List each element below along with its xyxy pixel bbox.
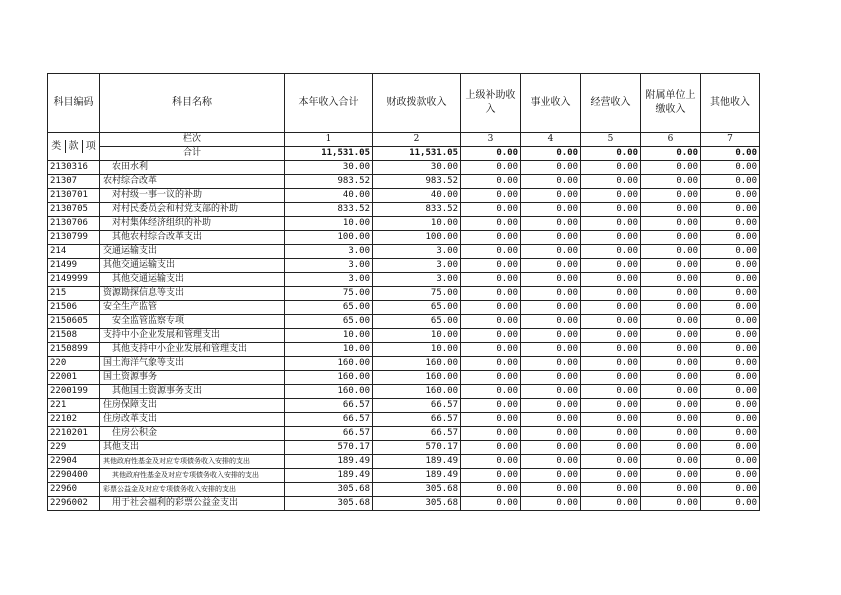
row-value: 0.00 [701,273,760,287]
row-value: 0.00 [461,259,521,273]
xiang-label: 项 [82,140,99,153]
row-value: 0.00 [641,259,701,273]
row-value: 0.00 [461,175,521,189]
row-code: 220 [48,357,100,371]
row-value: 0.00 [581,287,641,301]
row-value: 189.49 [285,455,373,469]
row-value: 0.00 [581,245,641,259]
header-row [48,74,760,133]
row-value: 0.00 [701,259,760,273]
row-value: 0.00 [641,175,701,189]
row-name: 对村集体经济组织的补助 [100,217,285,231]
row-name: 国土资源事务 [100,371,285,385]
row-value: 0.00 [701,203,760,217]
row-value: 0.00 [701,427,760,441]
row-code: 2210201 [48,427,100,441]
row-value: 0.00 [521,231,581,245]
row-value: 0.00 [581,441,641,455]
header-name: 科目名称 [100,74,285,133]
row-value: 0.00 [701,189,760,203]
row-name: 其他政府性基金及对应专项债务收入安排的支出 [100,455,285,469]
row-value: 0.00 [701,385,760,399]
row-value: 0.00 [581,427,641,441]
row-value: 66.57 [285,399,373,413]
table-row [48,455,760,469]
row-value: 0.00 [461,161,521,175]
table-row [48,385,760,399]
table-row [48,189,760,203]
table-row [48,259,760,273]
row-value: 0.00 [521,469,581,483]
row-value: 0.00 [521,483,581,497]
row-value: 0.00 [641,287,701,301]
row-value: 0.00 [521,259,581,273]
row-code: 21506 [48,301,100,315]
row-value: 0.00 [521,441,581,455]
row-name: 住房公积金 [100,427,285,441]
header-code: 科目编码 [48,74,100,133]
row-value: 0.00 [581,217,641,231]
row-value: 0.00 [701,245,760,259]
table-row [48,483,760,497]
row-value: 0.00 [641,497,701,511]
row-name: 其他国土资源事务支出 [100,385,285,399]
row-value: 0.00 [641,441,701,455]
row-value: 160.00 [285,371,373,385]
row-value: 0.00 [521,273,581,287]
table-row [48,287,760,301]
row-value: 75.00 [373,287,461,301]
row-value: 0.00 [581,231,641,245]
row-value: 0.00 [701,413,760,427]
row-code: 2200199 [48,385,100,399]
row-value: 0.00 [701,231,760,245]
row-code: 2290400 [48,469,100,483]
row-value: 0.00 [581,385,641,399]
row-value: 570.17 [285,441,373,455]
row-code: 2296002 [48,497,100,511]
row-value: 0.00 [701,329,760,343]
row-value: 0.00 [461,189,521,203]
table-row [48,469,760,483]
row-name: 用于社会福利的彩票公益金支出 [100,497,285,511]
table-row [48,399,760,413]
row-value: 0.00 [461,287,521,301]
row-value: 160.00 [373,357,461,371]
index-num: 5 [581,133,641,147]
row-value: 305.68 [285,483,373,497]
row-value: 0.00 [521,301,581,315]
row-value: 0.00 [701,455,760,469]
row-value: 0.00 [701,217,760,231]
row-code: 2149999 [48,273,100,287]
row-value: 10.00 [373,217,461,231]
row-code: 2130316 [48,161,100,175]
row-value: 0.00 [641,469,701,483]
header-c5: 经营收入 [581,74,641,133]
table-row [48,315,760,329]
row-value: 0.00 [701,175,760,189]
row-name: 支持中小企业发展和管理支出 [100,329,285,343]
row-value: 0.00 [641,413,701,427]
total-value: 0.00 [641,147,701,161]
row-value: 0.00 [701,287,760,301]
row-value: 0.00 [701,371,760,385]
row-value: 0.00 [461,413,521,427]
row-value: 0.00 [581,343,641,357]
row-name: 其他交通运输支出 [100,273,285,287]
row-value: 833.52 [285,203,373,217]
row-name: 其他支出 [100,441,285,455]
row-value: 570.17 [373,441,461,455]
row-code: 2150899 [48,343,100,357]
row-code: 2130706 [48,217,100,231]
row-name: 农田水利 [100,161,285,175]
row-value: 160.00 [373,385,461,399]
total-value: 0.00 [521,147,581,161]
total-value: 11,531.05 [285,147,373,161]
table-row [48,245,760,259]
row-value: 0.00 [581,371,641,385]
row-value: 0.00 [581,315,641,329]
row-value: 0.00 [641,343,701,357]
row-value: 0.00 [581,469,641,483]
table-row [48,413,760,427]
row-value: 0.00 [641,217,701,231]
table-row [48,343,760,357]
row-code: 2130799 [48,231,100,245]
index-num: 4 [521,133,581,147]
row-value: 0.00 [521,175,581,189]
row-value: 0.00 [641,385,701,399]
header-c4: 事业收入 [521,74,581,133]
row-name: 安全监管监察专项 [100,315,285,329]
row-value: 0.00 [461,497,521,511]
table-row [48,161,760,175]
row-value: 0.00 [521,497,581,511]
row-value: 0.00 [581,455,641,469]
row-value: 3.00 [373,259,461,273]
row-value: 65.00 [373,315,461,329]
row-value: 0.00 [641,301,701,315]
total-value: 0.00 [581,147,641,161]
row-code: 22001 [48,371,100,385]
row-value: 0.00 [461,217,521,231]
row-name: 彩票公益金及对应专项债务收入安排的支出 [100,483,285,497]
row-value: 0.00 [701,357,760,371]
row-value: 0.00 [461,469,521,483]
row-name: 住房改革支出 [100,413,285,427]
row-value: 66.57 [373,399,461,413]
row-value: 0.00 [461,385,521,399]
income-table [47,73,760,511]
row-value: 0.00 [521,329,581,343]
row-code: 22960 [48,483,100,497]
table-row [48,273,760,287]
header-c1: 本年收入合计 [285,74,373,133]
row-value: 0.00 [701,399,760,413]
row-code: 22102 [48,413,100,427]
row-value: 305.68 [373,483,461,497]
row-value: 30.00 [373,161,461,175]
row-code: 2130705 [48,203,100,217]
row-value: 10.00 [285,343,373,357]
row-value: 0.00 [521,399,581,413]
row-value: 0.00 [461,371,521,385]
row-code: 229 [48,441,100,455]
index-row [48,133,760,147]
row-value: 983.52 [285,175,373,189]
row-name: 对村级一事一议的补助 [100,189,285,203]
row-value: 0.00 [581,357,641,371]
row-name: 国土海洋气象等支出 [100,357,285,371]
row-value: 40.00 [285,189,373,203]
row-code: 21499 [48,259,100,273]
table-row [48,217,760,231]
row-code: 21508 [48,329,100,343]
row-value: 0.00 [581,161,641,175]
row-value: 0.00 [521,189,581,203]
row-name: 对村民委员会和村党支部的补助 [100,203,285,217]
row-value: 0.00 [641,231,701,245]
row-value: 0.00 [701,483,760,497]
row-value: 0.00 [641,273,701,287]
row-value: 65.00 [373,301,461,315]
row-value: 0.00 [581,203,641,217]
row-value: 0.00 [581,301,641,315]
row-value: 160.00 [285,385,373,399]
row-value: 66.57 [373,413,461,427]
row-name: 其他交通运输支出 [100,259,285,273]
level-labels [48,133,100,161]
row-value: 75.00 [285,287,373,301]
index-num: 6 [641,133,701,147]
row-value: 983.52 [373,175,461,189]
row-value: 0.00 [521,315,581,329]
row-value: 0.00 [461,441,521,455]
row-value: 0.00 [521,287,581,301]
row-value: 0.00 [521,217,581,231]
row-value: 0.00 [521,161,581,175]
row-value: 0.00 [461,399,521,413]
row-value: 3.00 [285,259,373,273]
lei-label: 类 [51,141,62,152]
table-row [48,203,760,217]
row-value: 65.00 [285,301,373,315]
index-num: 2 [373,133,461,147]
row-value: 3.00 [285,245,373,259]
row-value: 0.00 [641,357,701,371]
row-name: 其他农村综合改革支出 [100,231,285,245]
row-value: 0.00 [461,343,521,357]
row-value: 0.00 [581,259,641,273]
row-value: 3.00 [373,273,461,287]
header-c6: 附属单位上缴收入 [641,74,701,133]
row-value: 100.00 [285,231,373,245]
table-row [48,301,760,315]
row-value: 189.49 [373,469,461,483]
row-value: 0.00 [581,483,641,497]
row-value: 65.00 [285,315,373,329]
row-value: 10.00 [285,217,373,231]
row-value: 0.00 [461,231,521,245]
row-value: 0.00 [641,329,701,343]
index-num: 7 [701,133,760,147]
row-name: 住房保障支出 [100,399,285,413]
row-value: 0.00 [521,427,581,441]
row-value: 100.00 [373,231,461,245]
row-code: 22904 [48,455,100,469]
row-value: 66.57 [285,413,373,427]
row-value: 0.00 [461,427,521,441]
table-row [48,371,760,385]
row-name: 资源勘探信息等支出 [100,287,285,301]
row-value: 0.00 [461,455,521,469]
row-value: 0.00 [521,455,581,469]
total-value: 11,531.05 [373,147,461,161]
table-row [48,357,760,371]
index-label: 栏次 [100,133,285,147]
row-value: 0.00 [461,329,521,343]
row-value: 0.00 [641,203,701,217]
row-value: 10.00 [373,329,461,343]
row-name: 其他支持中小企业发展和管理支出 [100,343,285,357]
row-value: 0.00 [701,301,760,315]
row-value: 0.00 [461,357,521,371]
row-value: 0.00 [521,371,581,385]
row-value: 305.68 [285,497,373,511]
row-value: 0.00 [641,455,701,469]
row-value: 0.00 [581,189,641,203]
row-value: 305.68 [373,497,461,511]
row-value: 0.00 [581,399,641,413]
row-value: 0.00 [701,343,760,357]
row-value: 0.00 [641,245,701,259]
row-value: 30.00 [285,161,373,175]
row-value: 0.00 [641,161,701,175]
row-value: 160.00 [285,357,373,371]
row-name: 安全生产监管 [100,301,285,315]
table-row [48,175,760,189]
total-value: 0.00 [461,147,521,161]
row-value: 833.52 [373,203,461,217]
row-value: 0.00 [701,441,760,455]
row-value: 0.00 [701,469,760,483]
table-row [48,329,760,343]
row-code: 21307 [48,175,100,189]
table-row [48,497,760,511]
row-value: 0.00 [521,245,581,259]
row-value: 0.00 [641,399,701,413]
header-c3: 上级补助收入 [461,74,521,133]
row-value: 40.00 [373,189,461,203]
row-value: 0.00 [641,427,701,441]
row-value: 0.00 [641,189,701,203]
row-code: 214 [48,245,100,259]
row-name: 农村综合改革 [100,175,285,189]
row-value: 0.00 [521,203,581,217]
row-value: 66.57 [285,427,373,441]
row-value: 0.00 [461,301,521,315]
row-value: 0.00 [461,203,521,217]
row-value: 0.00 [521,343,581,357]
table-row [48,231,760,245]
total-row [48,147,760,161]
row-value: 10.00 [373,343,461,357]
row-value: 0.00 [581,329,641,343]
row-value: 0.00 [461,273,521,287]
index-num: 3 [461,133,521,147]
row-value: 0.00 [461,483,521,497]
row-code: 2150605 [48,315,100,329]
total-label: 合计 [100,147,285,161]
row-value: 0.00 [581,273,641,287]
row-value: 0.00 [581,175,641,189]
row-value: 0.00 [641,371,701,385]
table-row [48,441,760,455]
row-value: 0.00 [581,413,641,427]
row-value: 0.00 [641,315,701,329]
header-c2: 财政拨款收入 [373,74,461,133]
row-value: 0.00 [461,315,521,329]
row-name: 其他政府性基金及对应专项债务收入安排的支出 [100,469,285,483]
row-value: 0.00 [521,413,581,427]
row-name: 交通运输支出 [100,245,285,259]
header-c7: 其他收入 [701,74,760,133]
row-value: 66.57 [373,427,461,441]
row-value: 160.00 [373,371,461,385]
row-value: 0.00 [461,245,521,259]
row-value: 189.49 [285,469,373,483]
row-value: 3.00 [285,273,373,287]
row-value: 0.00 [581,497,641,511]
row-code: 215 [48,287,100,301]
table-row [48,427,760,441]
row-value: 0.00 [641,483,701,497]
row-value: 0.00 [521,357,581,371]
row-value: 0.00 [521,385,581,399]
row-value: 189.49 [373,455,461,469]
row-value: 10.00 [285,329,373,343]
row-code: 2130701 [48,189,100,203]
index-num: 1 [285,133,373,147]
row-value: 0.00 [701,497,760,511]
row-value: 0.00 [701,315,760,329]
total-value: 0.00 [701,147,760,161]
row-value: 3.00 [373,245,461,259]
row-value: 0.00 [701,161,760,175]
kuan-label: 款 [65,140,82,153]
row-code: 221 [48,399,100,413]
